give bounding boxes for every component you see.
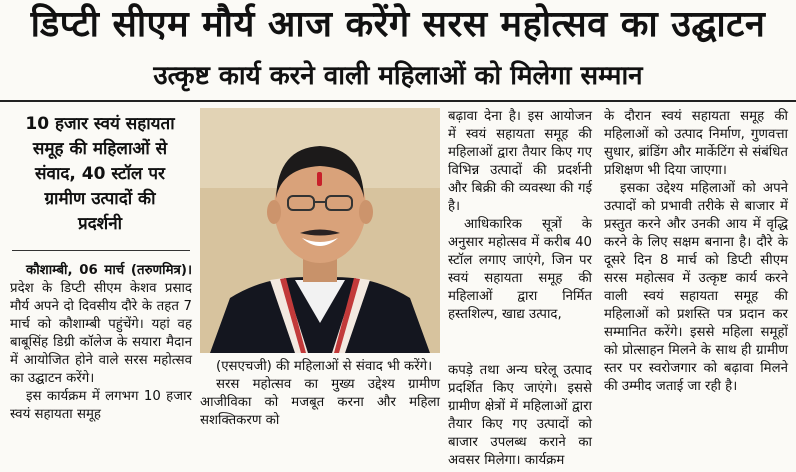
paragraph	[10, 262, 192, 388]
highlight-divider	[12, 250, 190, 251]
column-3	[448, 108, 592, 324]
column-3-continued	[448, 362, 592, 470]
paragraph: कपड़े तथा अन्य घरेलू उत्पाद प्रदर्शित किए जाएंगे। इससे ग्रामीण क्षेत्रों में महिलाओं द्वारा तैयार किए गए उत्पादों को बाजार उपलब्ध कराने का अवसर मिलेगा। कार्यक्रम	[448, 363, 592, 468]
subheadline: उत्कृष्ट कार्य करने वाली महिलाओं को मिलेगा सम्मान	[153, 61, 643, 91]
headline: डिप्टी सीएम मौर्य आज करेंगे सरस महोत्सव का उद्घाटन	[30, 4, 766, 45]
highlight-line: 10 हजार स्वयं सहायता	[25, 114, 175, 134]
column-1	[10, 262, 192, 424]
paragraph: (एसएचजी) की महिलाओं से संवाद भी करेंगे।	[216, 359, 433, 374]
paragraph: बढ़ावा देना है। इस आयोजन में स्वयं सहायता समूह की महिलाओं द्वारा तैयार किए गए विभिन्न उत्पादों की प्रदर्शनी और बिक्री की व्यवस्था की गई है।	[448, 109, 592, 214]
paragraph: इस कार्यक्रम में लगभग 10 हजार स्वयं सहायता समूह	[10, 389, 192, 422]
portrait-illustration	[200, 108, 440, 353]
paragraph-text: प्रदेश के डिप्टी सीएम केशव प्रसाद मौर्य अपने दो दिवसीय दौरे के तहत 7 मार्च को कौशाम्बी पहुंचेंगे। यहां वह बाबूसिंह डिग्री कॉलेज के सयारा मैदान में आयोजित होने वाले सरस महोत्सव का उद्घाटन करेंगे।	[10, 281, 192, 386]
paragraph: के दौरान स्वयं सहायता समूह की महिलाओं को उत्पाद निर्माण, गुणवत्ता सुधार, ब्रांडिंग और मार्केटिंग से संबंधित प्रशिक्षण भी दिया जाएगा।	[604, 109, 788, 178]
column-2	[200, 358, 440, 430]
paragraph: सरस महोत्सव का मुख्य उद्देश्य ग्रामीण आजीविका को मजबूत करना और महिला सशक्तिकरण को	[200, 377, 440, 428]
highlight-box	[10, 112, 190, 237]
highlight-line: प्रदर्शनी	[77, 214, 123, 234]
paragraph: आधिकारिक सूत्रों के अनुसार महोत्सव में करीब 40 स्टॉल लगाए जाएंगे, जिन पर स्वयं सहायता समूह की महिलाओं द्वारा निर्मित हस्तशिल्प, खाद्य उत्पाद,	[448, 217, 592, 322]
highlight-line: संवाद, 40 स्टॉल पर	[35, 164, 165, 184]
column-4	[604, 108, 788, 396]
paragraph: इसका उद्देश्य महिलाओं को अपने उत्पादों को प्रभावी तरीके से बाजार में प्रस्तुत करने और उनकी आय में वृद्धि करने के लिए सक्षम बनाना है। दौरे के दूसरे दिन 8 मार्च को डिप्टी सीएम सरस महोत्सव में उत्कृष्ट कार्य करने वाली स्वयं सहायता समूह की महिलाओं को प्रशस्ति पत्र प्रदान कर सम्मानित करेंगे। इससे महिला समूहों को प्रोत्साहन मिलने के साथ ही ग्रामीण स्तर पर स्वरोजगार को बढ़ावा मिलने की उम्मीद जताई जा रही है।	[604, 181, 788, 394]
highlight-line: ग्रामीण उत्पादों की	[44, 189, 156, 209]
highlight-line: समूह की महिलाओं से	[32, 139, 168, 159]
dateline: कौशाम्बी, 06 मार्च (तरुणमित्र)।	[26, 263, 192, 278]
portrait-photo	[200, 108, 440, 353]
header-divider	[0, 100, 796, 102]
